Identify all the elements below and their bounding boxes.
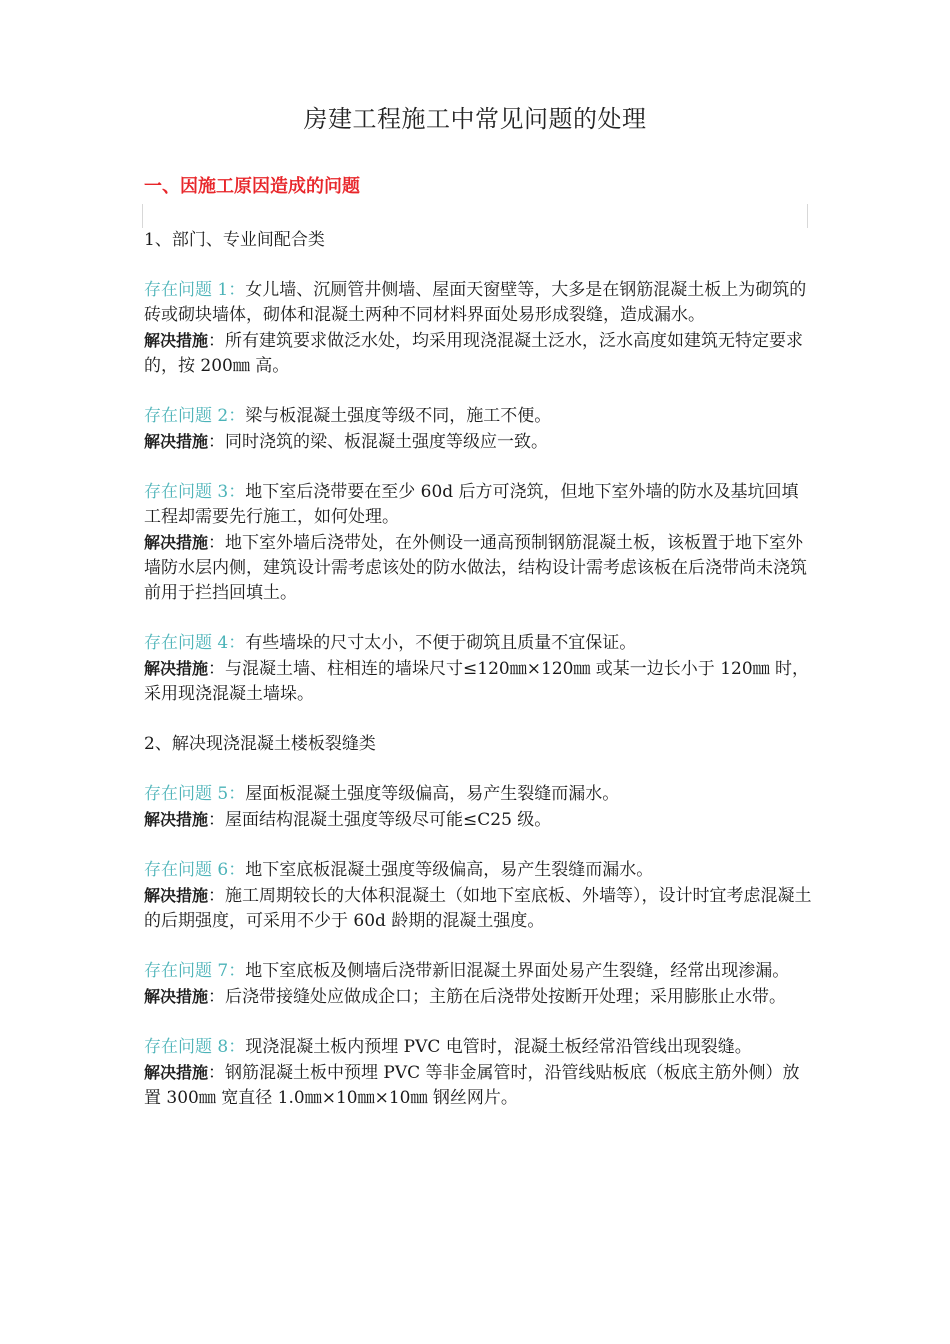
category-heading: 1、部门、专业间配合类 bbox=[144, 230, 325, 250]
issue-text: 地下室后浇带要在至少 60d 后方可浇筑，但地下室外墙的防水及基坑回填工程却需要先行施工，如何处理。 bbox=[144, 482, 799, 527]
measure-label: 解决措施 bbox=[144, 432, 209, 451]
issue-item bbox=[144, 858, 812, 934]
issue-text: 女儿墙、沉厕管井侧墙、屋面天窗壁等，大多是在钢筋混凝土板上为砌筑的砖或砌块墙体，砌体和混凝土两种不同材料界面处易形成裂缝，造成漏水。 bbox=[144, 280, 807, 325]
section-heading: 一、因施工原因造成的问题 bbox=[144, 176, 360, 197]
issue-paragraph bbox=[144, 959, 812, 984]
issue-item bbox=[144, 959, 812, 1010]
measure-label: 解决措施 bbox=[144, 1063, 209, 1082]
measure-paragraph bbox=[144, 328, 812, 379]
issue-label: 存在问题 5： bbox=[144, 784, 246, 804]
measure-label: 解决措施 bbox=[144, 987, 209, 1006]
issue-paragraph bbox=[144, 1035, 812, 1060]
issue-text: 地下室底板混凝土强度等级偏高，易产生裂缝而漏水。 bbox=[245, 860, 654, 880]
issue-label: 存在问题 6： bbox=[144, 860, 246, 880]
issue-item bbox=[144, 1035, 812, 1111]
measure-paragraph bbox=[144, 807, 812, 833]
measure-paragraph bbox=[144, 1060, 812, 1111]
issue-label: 存在问题 3： bbox=[144, 482, 246, 502]
divider-mark-right bbox=[807, 204, 808, 228]
issue-item bbox=[144, 782, 812, 833]
issue-text: 屋面板混凝土强度等级偏高，易产生裂缝而漏水。 bbox=[245, 784, 620, 804]
issue-paragraph bbox=[144, 858, 812, 883]
issue-paragraph bbox=[144, 480, 812, 530]
measure-text: ：同时浇筑的梁、板混凝土强度等级应一致。 bbox=[208, 432, 549, 452]
issue-item bbox=[144, 631, 812, 707]
issue-text: 有些墙垛的尺寸太小，不便于砌筑且质量不宜保证。 bbox=[245, 633, 637, 653]
measure-label: 解决措施 bbox=[144, 886, 209, 905]
issue-label: 存在问题 4： bbox=[144, 633, 246, 653]
measure-text: ：施工周期较长的大体积混凝土（如地下室底板、外墙等），设计时宜考虑混凝土的后期强度，可采用不少于 60d 龄期的混凝土强度。 bbox=[144, 886, 812, 931]
measure-paragraph bbox=[144, 429, 812, 455]
document-body bbox=[144, 228, 812, 1111]
measure-text: ：钢筋混凝土板中预埋 PVC 等非金属管时，沿管线贴板底（板底主筋外侧）放置 300㎜ 宽直径 1.0㎜×10㎜×10㎜ 钢丝网片。 bbox=[144, 1063, 800, 1108]
measure-label: 解决措施 bbox=[144, 810, 209, 829]
measure-text: ：后浇带接缝处应做成企口；主筋在后浇带处按断开处理；采用膨胀止水带。 bbox=[208, 987, 787, 1007]
measure-text: ：与混凝土墙、柱相连的墙垛尺寸≤120㎜×120㎜ 或某一边长小于 120㎜ 时，采用现浇混凝土墙垛。 bbox=[144, 659, 810, 704]
category-heading: 2、解决现浇混凝土楼板裂缝类 bbox=[144, 734, 376, 754]
measure-label: 解决措施 bbox=[144, 659, 209, 678]
issue-label: 存在问题 8： bbox=[144, 1037, 246, 1057]
issue-label: 存在问题 2： bbox=[144, 406, 246, 426]
measure-text: ：屋面结构混凝土强度等级尽可能≤C25 级。 bbox=[208, 810, 552, 830]
issue-text: 现浇混凝土板内预埋 PVC 电管时，混凝土板经常沿管线出现裂缝。 bbox=[245, 1037, 752, 1057]
measure-paragraph bbox=[144, 656, 812, 707]
issue-paragraph bbox=[144, 404, 812, 429]
issue-paragraph bbox=[144, 631, 812, 656]
document-title: 房建工程施工中常见问题的处理 bbox=[303, 105, 647, 133]
issue-paragraph bbox=[144, 278, 812, 328]
measure-text: ：所有建筑要求做泛水处，均采用现浇混凝土泛水，泛水高度如建筑无特定要求的，按 200㎜ 高。 bbox=[144, 331, 804, 376]
measure-text: ：地下室外墙后浇带处，在外侧设一通高预制钢筋混凝土板，该板置于地下室外墙防水层内侧，建筑设计需考虑该处的防水做法，结构设计需考虑该板在后浇带尚未浇筑前用于拦挡回填土。 bbox=[144, 533, 807, 603]
issue-label: 存在问题 7： bbox=[144, 961, 246, 981]
issue-text: 地下室底板及侧墙后浇带新旧混凝土界面处易产生裂缝，经常出现渗漏。 bbox=[245, 961, 790, 981]
measure-label: 解决措施 bbox=[144, 331, 209, 350]
divider-mark-left bbox=[142, 204, 143, 228]
issue-text: 梁与板混凝土强度等级不同，施工不便。 bbox=[245, 406, 552, 426]
measure-paragraph bbox=[144, 984, 812, 1010]
measure-label: 解决措施 bbox=[144, 533, 209, 552]
issue-item bbox=[144, 404, 812, 455]
measure-paragraph bbox=[144, 530, 812, 606]
issue-item bbox=[144, 278, 812, 379]
issue-label: 存在问题 1： bbox=[144, 280, 246, 300]
issue-item bbox=[144, 480, 812, 606]
measure-paragraph bbox=[144, 883, 812, 934]
issue-paragraph bbox=[144, 782, 812, 807]
